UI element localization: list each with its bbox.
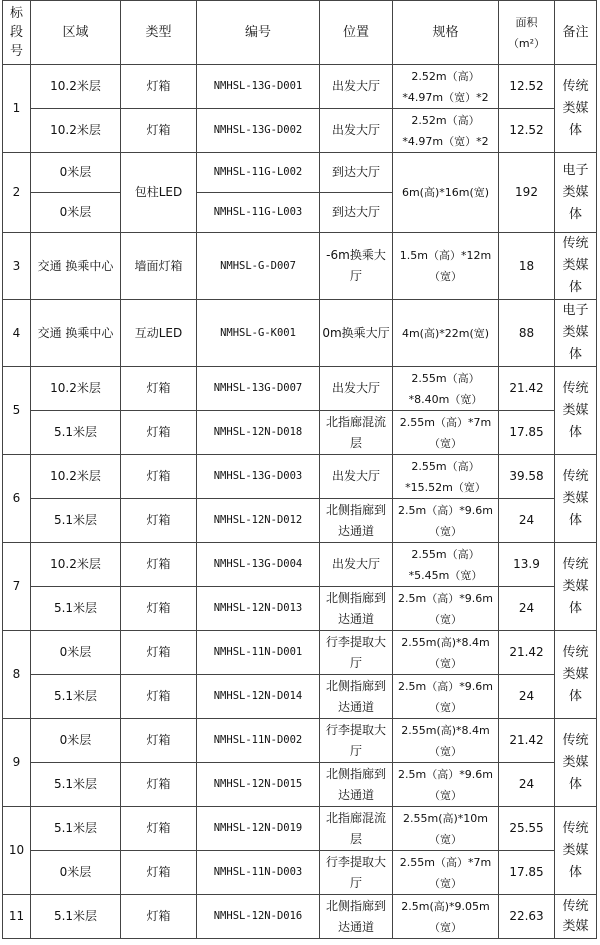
note-cell: 传统类媒体 xyxy=(555,719,597,807)
code-cell: NMHSL-13G-D002 xyxy=(197,109,320,153)
table-row xyxy=(3,233,597,300)
code-cell: NMHSL-13G-D001 xyxy=(197,65,320,109)
table-row xyxy=(3,455,597,499)
area-cell: 10.2米层 xyxy=(31,109,121,153)
spec-cell: 4m(高)*22m(宽) xyxy=(393,300,499,367)
code-cell: NMHSL-12N-D012 xyxy=(197,499,320,543)
size-cell: 24 xyxy=(499,587,555,631)
header-area: 区域 xyxy=(31,1,121,65)
header-type: 类型 xyxy=(121,1,197,65)
spec-cell: 2.55m(高)*10m（宽） xyxy=(393,807,499,851)
section-no: 4 xyxy=(3,300,31,367)
table-row xyxy=(3,109,597,153)
header-position: 位置 xyxy=(320,1,393,65)
code-cell: NMHSL-11N-D001 xyxy=(197,631,320,675)
table-row xyxy=(3,65,597,109)
note-cell: 传统类媒体 xyxy=(555,455,597,543)
area-cell: 5.1米层 xyxy=(31,411,121,455)
spec-cell: 2.55m（高）*8.40m（宽） xyxy=(393,367,499,411)
spec-cell: 2.55m（高）*15.52m（宽） xyxy=(393,455,499,499)
position-cell: 出发大厅 xyxy=(320,109,393,153)
size-cell: 21.42 xyxy=(499,367,555,411)
spec-cell: 1.5m（高）*12m（宽） xyxy=(393,233,499,300)
table-row xyxy=(3,807,597,851)
note-cell: 电子类媒体 xyxy=(555,153,597,233)
size-cell: 22.63 xyxy=(499,895,555,939)
table-row xyxy=(3,300,597,367)
size-cell: 39.58 xyxy=(499,455,555,499)
type-cell: 灯箱 xyxy=(121,675,197,719)
header-section-no: 标段号 xyxy=(3,1,31,65)
position-cell: 行李提取大厅 xyxy=(320,631,393,675)
table-row xyxy=(3,499,597,543)
spec-cell: 2.5m（高）*9.6m（宽） xyxy=(393,587,499,631)
header-spec: 规格 xyxy=(393,1,499,65)
position-cell: 北侧指廊到达通道 xyxy=(320,675,393,719)
code-cell: NMHSL-13G-D007 xyxy=(197,367,320,411)
area-cell: 10.2米层 xyxy=(31,543,121,587)
code-cell: NMHSL-G-D007 xyxy=(197,233,320,300)
table-row xyxy=(3,851,597,895)
code-cell: NMHSL-12N-D018 xyxy=(197,411,320,455)
position-cell: 到达大厅 xyxy=(320,193,393,233)
size-cell: 12.52 xyxy=(499,109,555,153)
code-cell: NMHSL-12N-D014 xyxy=(197,675,320,719)
area-cell: 5.1米层 xyxy=(31,675,121,719)
area-cell: 5.1米层 xyxy=(31,587,121,631)
note-cell: 传统类媒体 xyxy=(555,631,597,719)
area-cell: 交通 换乘中心 xyxy=(31,300,121,367)
section-no: 7 xyxy=(3,543,31,631)
header-row xyxy=(3,1,597,65)
area-cell: 0米层 xyxy=(31,719,121,763)
type-cell: 墙面灯箱 xyxy=(121,233,197,300)
code-cell: NMHSL-G-K001 xyxy=(197,300,320,367)
area-cell: 交通 换乘中心 xyxy=(31,233,121,300)
size-cell: 21.42 xyxy=(499,631,555,675)
position-cell: -6m换乘大厅 xyxy=(320,233,393,300)
position-cell: 出发大厅 xyxy=(320,543,393,587)
note-cell: 传统类媒体 xyxy=(555,65,597,153)
area-cell: 10.2米层 xyxy=(31,367,121,411)
code-cell: NMHSL-12N-D013 xyxy=(197,587,320,631)
area-cell: 5.1米层 xyxy=(31,499,121,543)
size-cell: 25.55 xyxy=(499,807,555,851)
code-cell: NMHSL-11N-D003 xyxy=(197,851,320,895)
spec-cell: 2.55m（高）*7m（宽） xyxy=(393,851,499,895)
type-cell: 灯箱 xyxy=(121,367,197,411)
spec-cell: 2.55m(高)*8.4m（宽） xyxy=(393,719,499,763)
area-cell: 5.1米层 xyxy=(31,807,121,851)
table-row xyxy=(3,153,597,193)
position-cell: 行李提取大厅 xyxy=(320,851,393,895)
area-cell: 5.1米层 xyxy=(31,895,121,939)
table-row xyxy=(3,719,597,763)
size-cell: 12.52 xyxy=(499,65,555,109)
spec-cell: 2.55m(高)*8.4m（宽） xyxy=(393,631,499,675)
note-cell: 传统类媒体 xyxy=(555,807,597,895)
position-cell: 0m换乘大厅 xyxy=(320,300,393,367)
area-cell: 0米层 xyxy=(31,193,121,233)
type-cell: 灯箱 xyxy=(121,719,197,763)
type-cell: 灯箱 xyxy=(121,763,197,807)
position-cell: 北指廊混流层 xyxy=(320,411,393,455)
code-cell: NMHSL-13G-D004 xyxy=(197,543,320,587)
position-cell: 到达大厅 xyxy=(320,153,393,193)
type-cell: 灯箱 xyxy=(121,543,197,587)
type-cell: 灯箱 xyxy=(121,109,197,153)
header-size: 面积（m²） xyxy=(499,1,555,65)
size-cell: 17.85 xyxy=(499,851,555,895)
spec-cell: 2.52m（高）*4.97m（宽）*2 xyxy=(393,65,499,109)
table-row xyxy=(3,411,597,455)
table-row xyxy=(3,895,597,939)
section-no: 5 xyxy=(3,367,31,455)
type-cell: 灯箱 xyxy=(121,65,197,109)
type-cell: 灯箱 xyxy=(121,499,197,543)
area-cell: 5.1米层 xyxy=(31,763,121,807)
position-cell: 北侧指廊到达通道 xyxy=(320,895,393,939)
code-cell: NMHSL-11N-D002 xyxy=(197,719,320,763)
area-cell: 0米层 xyxy=(31,631,121,675)
code-cell: NMHSL-12N-D019 xyxy=(197,807,320,851)
section-no: 11 xyxy=(3,895,31,939)
note-cell: 传统类媒体 xyxy=(555,233,597,300)
code-cell: NMHSL-12N-D016 xyxy=(197,895,320,939)
note-cell: 电子类媒体 xyxy=(555,300,597,367)
type-cell: 互动LED xyxy=(121,300,197,367)
section-no: 10 xyxy=(3,807,31,895)
header-code: 编号 xyxy=(197,1,320,65)
position-cell: 北侧指廊到达通道 xyxy=(320,763,393,807)
type-cell: 包柱LED xyxy=(121,153,197,233)
type-cell: 灯箱 xyxy=(121,851,197,895)
code-cell: NMHSL-13G-D003 xyxy=(197,455,320,499)
position-cell: 北侧指廊到达通道 xyxy=(320,587,393,631)
position-cell: 出发大厅 xyxy=(320,367,393,411)
position-cell: 北指廊混流层 xyxy=(320,807,393,851)
spec-cell: 2.5m（高）*9.6m（宽） xyxy=(393,499,499,543)
spec-cell: 2.5m(高)*9.05m（宽） xyxy=(393,895,499,939)
note-cell: 传统类媒 xyxy=(555,895,597,939)
size-cell: 88 xyxy=(499,300,555,367)
note-cell: 传统类媒体 xyxy=(555,543,597,631)
section-no: 6 xyxy=(3,455,31,543)
size-cell: 13.9 xyxy=(499,543,555,587)
spec-cell: 2.5m（高）*9.6m（宽） xyxy=(393,763,499,807)
section-no: 9 xyxy=(3,719,31,807)
area-cell: 10.2米层 xyxy=(31,455,121,499)
type-cell: 灯箱 xyxy=(121,455,197,499)
section-no: 8 xyxy=(3,631,31,719)
type-cell: 灯箱 xyxy=(121,631,197,675)
size-cell: 17.85 xyxy=(499,411,555,455)
table-row xyxy=(3,587,597,631)
position-cell: 北侧指廊到达通道 xyxy=(320,499,393,543)
type-cell: 灯箱 xyxy=(121,587,197,631)
size-cell: 18 xyxy=(499,233,555,300)
section-no: 2 xyxy=(3,153,31,233)
table-row xyxy=(3,631,597,675)
note-cell: 传统类媒体 xyxy=(555,367,597,455)
code-cell: NMHSL-11G-L002 xyxy=(197,153,320,193)
spec-cell: 6m(高)*16m(宽) xyxy=(393,153,499,233)
position-cell: 出发大厅 xyxy=(320,65,393,109)
section-no: 1 xyxy=(3,65,31,153)
size-cell: 21.42 xyxy=(499,719,555,763)
media-table xyxy=(2,0,597,939)
table-row xyxy=(3,675,597,719)
spec-cell: 2.5m（高）*9.6m（宽） xyxy=(393,675,499,719)
type-cell: 灯箱 xyxy=(121,411,197,455)
header-note: 备注 xyxy=(555,1,597,65)
spec-cell: 2.55m（高）*7m（宽） xyxy=(393,411,499,455)
type-cell: 灯箱 xyxy=(121,895,197,939)
table-row xyxy=(3,763,597,807)
area-cell: 0米层 xyxy=(31,851,121,895)
code-cell: NMHSL-11G-L003 xyxy=(197,193,320,233)
size-cell: 24 xyxy=(499,763,555,807)
table-row xyxy=(3,367,597,411)
size-cell: 24 xyxy=(499,675,555,719)
area-cell: 0米层 xyxy=(31,153,121,193)
type-cell: 灯箱 xyxy=(121,807,197,851)
area-cell: 10.2米层 xyxy=(31,65,121,109)
spec-cell: 2.55m（高）*5.45m（宽） xyxy=(393,543,499,587)
code-cell: NMHSL-12N-D015 xyxy=(197,763,320,807)
table-row xyxy=(3,543,597,587)
section-no: 3 xyxy=(3,233,31,300)
position-cell: 出发大厅 xyxy=(320,455,393,499)
size-cell: 192 xyxy=(499,153,555,233)
spec-cell: 2.52m（高）*4.97m（宽）*2 xyxy=(393,109,499,153)
size-cell: 24 xyxy=(499,499,555,543)
position-cell: 行李提取大厅 xyxy=(320,719,393,763)
